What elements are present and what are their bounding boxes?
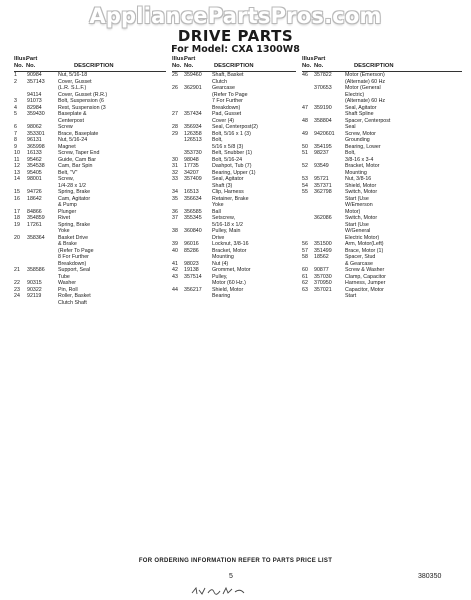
part-description: Centerpost bbox=[58, 117, 84, 124]
illus-number: 39 bbox=[172, 241, 178, 247]
part-number: 9420601 bbox=[314, 130, 335, 137]
part-description: Dashpot, Tub (7) bbox=[212, 163, 252, 169]
illus-number: 36 bbox=[172, 208, 178, 215]
part-number: 355345 bbox=[184, 215, 202, 221]
part-row bbox=[172, 85, 296, 111]
column-header bbox=[172, 52, 296, 72]
part-description: Cover, Gusset (R.R.) bbox=[58, 91, 108, 98]
part-description: Harness, Jumper bbox=[345, 280, 386, 286]
part-row bbox=[302, 105, 462, 118]
part-description: Locknut, 3/8-16 bbox=[212, 241, 249, 247]
part-row bbox=[172, 228, 296, 241]
part-number: 85286 bbox=[184, 247, 199, 254]
part-description: Brace, Baseplate bbox=[58, 130, 99, 137]
part-description: Nut, 3/8-16 bbox=[345, 176, 372, 182]
part-description: 5/16-18 x 1/2 bbox=[212, 221, 243, 228]
part-row bbox=[14, 176, 166, 189]
part-description: Start (Use bbox=[345, 221, 369, 228]
part-number: 17735 bbox=[184, 163, 199, 169]
part-number: 356934 bbox=[184, 124, 202, 130]
part-description: (Alternate) 60 Hz bbox=[345, 78, 386, 85]
part-number: 19138 bbox=[184, 267, 199, 273]
illus-number: 11 bbox=[14, 156, 20, 163]
part-description: Pin, Roll bbox=[58, 286, 78, 293]
part-description: Support, Seal bbox=[58, 267, 91, 273]
part-description: Bolt, 5/16 x 1 (3) bbox=[212, 130, 251, 137]
part-description: Baseplate & bbox=[58, 111, 87, 117]
part-number: 357021 bbox=[314, 286, 332, 293]
column-header bbox=[302, 52, 462, 72]
part-description: Nut, 5/16-24 bbox=[58, 137, 88, 143]
part-description: Breakdown) bbox=[58, 260, 87, 267]
part-description: Nut (4) bbox=[212, 260, 229, 267]
part-number: 365998 bbox=[27, 143, 45, 150]
part-description: Seal, Agitator bbox=[212, 176, 244, 182]
part-row bbox=[14, 222, 166, 235]
illus-number: 13 bbox=[14, 169, 20, 176]
part-description: Start bbox=[345, 293, 357, 299]
parts-column-2 bbox=[172, 52, 296, 300]
illus-number: 31 bbox=[172, 163, 178, 169]
illus-number: 61 bbox=[302, 273, 308, 280]
part-number: 359430 bbox=[27, 111, 45, 117]
part-description: Shaft Spline bbox=[345, 111, 374, 117]
part-description: Motor (General bbox=[345, 85, 381, 91]
ordering-note: FOR ORDERING INFORMATION REFER TO PARTS PRICE LIST bbox=[138, 558, 333, 564]
part-description: (Refer To Page bbox=[212, 91, 248, 98]
part-number: 370653 bbox=[314, 85, 332, 91]
part-description: Clutch Shaft bbox=[58, 299, 87, 306]
part-description: Bolt, 5/16-24 bbox=[212, 156, 243, 163]
part-row bbox=[172, 176, 296, 189]
part-number: 360840 bbox=[184, 228, 202, 234]
part-description: Brace, Motor (1) bbox=[345, 247, 384, 254]
part-number: 91073 bbox=[27, 98, 42, 104]
part-description: Bolt, bbox=[345, 150, 356, 156]
illus-number: 12 bbox=[14, 163, 20, 169]
illus-number: 44 bbox=[172, 286, 178, 293]
part-description: Belt, "V" bbox=[58, 169, 78, 176]
part-description: Bearing, Lower bbox=[345, 143, 381, 150]
part-description: Washer bbox=[58, 280, 77, 286]
illus-number: 46 bbox=[302, 72, 308, 78]
part-description: Grommet, Motor bbox=[212, 267, 251, 273]
part-description: Screw bbox=[58, 124, 73, 130]
header-part: Part No. bbox=[26, 56, 38, 69]
model-subtitle: For Model: CXA 1300W8 bbox=[171, 44, 300, 55]
part-number: 96016 bbox=[184, 241, 199, 247]
part-row bbox=[14, 196, 166, 209]
illus-number: 16 bbox=[14, 195, 20, 202]
illus-number: 60 bbox=[302, 267, 308, 273]
part-description: Cover, Gusset bbox=[58, 78, 92, 85]
illus-number: 40 bbox=[172, 247, 178, 254]
part-number: 351499 bbox=[314, 247, 332, 254]
part-description: Arm, Motor(Left) bbox=[345, 241, 384, 247]
illus-number: 43 bbox=[172, 273, 178, 280]
part-row bbox=[172, 72, 296, 85]
part-number: 17261 bbox=[27, 221, 42, 228]
illus-number: 6 bbox=[14, 124, 17, 130]
part-description: & Brake bbox=[58, 241, 77, 247]
part-description: Seal bbox=[345, 124, 356, 130]
part-description: 1/4-28 x 1/2 bbox=[58, 182, 86, 189]
part-number: 357030 bbox=[314, 273, 332, 280]
illus-number: 35 bbox=[172, 195, 178, 202]
illus-number: 48 bbox=[302, 117, 308, 124]
illus-number: 14 bbox=[14, 176, 20, 182]
illus-number: 42 bbox=[172, 267, 178, 273]
header-illus: Illus. No. bbox=[172, 56, 186, 69]
part-description: W/General bbox=[345, 228, 371, 234]
part-description: Spring, Brake bbox=[58, 189, 91, 195]
part-row bbox=[302, 72, 462, 85]
part-number: 98001 bbox=[27, 176, 42, 182]
part-description: Cover (4) bbox=[212, 117, 235, 124]
part-description: Motor (60 Hz.) bbox=[212, 280, 246, 286]
part-description: 3/8-16 x 3-4 bbox=[345, 156, 374, 163]
part-description: Screw, Taper End bbox=[58, 150, 100, 156]
part-description: Shield, Motor bbox=[345, 182, 377, 189]
part-number: 356217 bbox=[184, 286, 202, 293]
illus-number: 33 bbox=[172, 176, 178, 182]
part-row bbox=[172, 137, 296, 150]
part-description: Yoke bbox=[212, 202, 224, 208]
part-description: Shield, Motor bbox=[212, 286, 244, 293]
part-description: Start (Use bbox=[345, 195, 369, 202]
illus-number: 17 bbox=[14, 208, 20, 215]
part-row bbox=[172, 248, 296, 261]
part-number: 357434 bbox=[184, 111, 202, 117]
illus-number: 28 bbox=[172, 124, 178, 130]
illus-number: 25 bbox=[172, 72, 178, 78]
part-number: 357822 bbox=[314, 72, 332, 78]
part-description: Pad, Gusset bbox=[212, 111, 242, 117]
part-number: 16133 bbox=[27, 150, 42, 156]
part-description: Motor) bbox=[345, 208, 361, 215]
part-description: Clutch bbox=[212, 78, 228, 85]
part-number: 351500 bbox=[314, 241, 332, 247]
illus-number: 50 bbox=[302, 143, 308, 150]
part-description: Cam, Bar Spin bbox=[58, 163, 93, 169]
illus-number: 49 bbox=[302, 130, 308, 137]
part-description: 7 For Further bbox=[212, 98, 243, 104]
illus-number: 37 bbox=[172, 215, 178, 221]
part-number: 362798 bbox=[314, 189, 332, 195]
header-description: DESCRIPTION bbox=[214, 62, 254, 69]
illus-number: 34 bbox=[172, 189, 178, 195]
part-description: 5/16 x 5/8 (3) bbox=[212, 143, 244, 150]
part-description: Rivet bbox=[58, 215, 71, 221]
document-number: 380350 bbox=[418, 573, 442, 580]
part-row bbox=[302, 85, 462, 105]
part-row bbox=[14, 293, 166, 306]
illus-number: 56 bbox=[302, 241, 308, 247]
part-row bbox=[302, 189, 462, 215]
parts-column-1 bbox=[14, 52, 166, 306]
part-number: 362086 bbox=[314, 215, 332, 221]
illus-number: 2 bbox=[14, 78, 17, 85]
part-description: Pulley, bbox=[212, 273, 228, 280]
part-row bbox=[302, 287, 462, 300]
part-number: 98048 bbox=[184, 156, 199, 163]
parts-column-3 bbox=[302, 52, 462, 300]
part-description: Belt, Snubber (1) bbox=[212, 150, 253, 156]
illus-number: 63 bbox=[302, 286, 308, 293]
illus-number: 27 bbox=[172, 111, 178, 117]
illus-number: 53 bbox=[302, 176, 308, 182]
header-illus: Illus. No. bbox=[302, 56, 316, 69]
part-number: 18642 bbox=[27, 195, 42, 202]
header-description: DESCRIPTION bbox=[74, 62, 114, 69]
part-description: Yoke bbox=[58, 228, 70, 234]
illus-number: 52 bbox=[302, 163, 308, 169]
header-part: Part No. bbox=[314, 56, 326, 69]
header-description: DESCRIPTION bbox=[354, 62, 394, 69]
illus-number: 41 bbox=[172, 260, 178, 267]
illus-number: 7 bbox=[14, 130, 17, 137]
part-description: (L.R. S.L.F.) bbox=[58, 85, 87, 91]
part-description: Bracket, Motor bbox=[212, 247, 247, 254]
part-description: Clip, Harness bbox=[212, 189, 244, 195]
part-number: 90315 bbox=[27, 280, 42, 286]
illus-number: 9 bbox=[14, 143, 17, 150]
part-number: 353730 bbox=[184, 150, 202, 156]
part-description: Bracket, Motor bbox=[345, 163, 380, 169]
part-row bbox=[172, 111, 296, 124]
illus-number: 4 bbox=[14, 104, 17, 111]
part-description: Electric) bbox=[345, 91, 365, 98]
part-description: Drive bbox=[212, 234, 225, 241]
part-description: Mounting bbox=[345, 169, 367, 176]
illus-number: 21 bbox=[14, 267, 20, 273]
part-description: Clamp, Capacitor bbox=[345, 273, 386, 280]
illus-number: 58 bbox=[302, 254, 308, 260]
part-description: Spacer, Centerpost bbox=[345, 117, 391, 124]
part-number: 84866 bbox=[27, 208, 42, 215]
part-description: Gearcase bbox=[212, 85, 235, 91]
page-title: DRIVE PARTS bbox=[177, 27, 294, 45]
part-description: & Pump bbox=[58, 202, 77, 208]
header-illus: Illus. No. bbox=[14, 56, 28, 69]
part-description: Retainer, Brake bbox=[212, 195, 249, 202]
part-row bbox=[302, 163, 462, 176]
part-description: Spacer, Stud bbox=[345, 254, 376, 260]
part-row bbox=[302, 131, 462, 144]
part-description: Nut, 5/16-18 bbox=[58, 72, 88, 78]
header-part: Part No. bbox=[184, 56, 196, 69]
illus-number: 30 bbox=[172, 156, 178, 163]
part-number: 98062 bbox=[27, 124, 42, 130]
part-row bbox=[14, 111, 166, 124]
part-number: 34207 bbox=[184, 169, 199, 176]
illus-number: 19 bbox=[14, 221, 20, 228]
part-number: 90984 bbox=[27, 72, 42, 78]
illus-number: 15 bbox=[14, 189, 20, 195]
part-description: Spring, Brake bbox=[58, 221, 91, 228]
illus-number: 5 bbox=[14, 111, 17, 117]
handwritten-signature bbox=[190, 585, 250, 597]
part-number: 356585 bbox=[184, 208, 202, 215]
part-description: Bearing bbox=[212, 293, 231, 299]
part-description: Motor (Emerson) bbox=[345, 72, 385, 78]
illus-number: 38 bbox=[172, 228, 178, 234]
part-description: Switch, Motor bbox=[345, 189, 378, 195]
part-description: Plunger bbox=[58, 208, 77, 215]
part-number: 90877 bbox=[314, 267, 329, 273]
part-number: 95405 bbox=[27, 169, 42, 176]
watermark: AppliancePartsPros.com bbox=[89, 4, 382, 28]
illus-number: 18 bbox=[14, 215, 20, 221]
part-number: 370950 bbox=[314, 280, 332, 286]
part-number: 362901 bbox=[184, 85, 202, 91]
part-row bbox=[302, 118, 462, 131]
part-description: Breakdown) bbox=[212, 104, 241, 111]
illus-number: 10 bbox=[14, 150, 20, 156]
part-description: & Gearcase bbox=[345, 260, 373, 267]
illus-number: 57 bbox=[302, 247, 308, 254]
part-description: Magnet bbox=[58, 143, 76, 150]
illus-number: 23 bbox=[14, 286, 20, 293]
part-description: Seal, Centerpost(2) bbox=[212, 124, 258, 130]
part-number: 358586 bbox=[27, 267, 45, 273]
part-description: Bearing, Upper (1) bbox=[212, 169, 256, 176]
part-number: 95462 bbox=[27, 156, 42, 163]
part-description: Shaft (3) bbox=[212, 182, 233, 189]
part-description: (Refer To Page bbox=[58, 247, 94, 254]
part-number: 357143 bbox=[27, 78, 45, 85]
part-number: 126358 bbox=[184, 130, 202, 137]
part-row bbox=[172, 215, 296, 228]
illus-number: 32 bbox=[172, 169, 178, 176]
part-number: 126513 bbox=[184, 137, 202, 143]
illus-number: 26 bbox=[172, 85, 178, 91]
part-number: 94726 bbox=[27, 189, 42, 195]
part-description: Basket Drive bbox=[58, 234, 89, 241]
part-number: 354538 bbox=[27, 163, 45, 169]
part-number: 95721 bbox=[314, 176, 329, 182]
part-number: 18562 bbox=[314, 254, 329, 260]
part-description: Seal, Agitator bbox=[345, 104, 377, 111]
part-number: 98237 bbox=[314, 150, 329, 156]
part-description: Tube bbox=[58, 273, 70, 280]
part-number: 353301 bbox=[27, 130, 45, 137]
part-row bbox=[14, 267, 166, 280]
illus-number: 51 bbox=[302, 150, 308, 156]
part-number: 354195 bbox=[314, 143, 332, 150]
part-number: 96131 bbox=[27, 137, 42, 143]
part-description: Screw, bbox=[58, 176, 74, 182]
illus-number: 62 bbox=[302, 280, 308, 286]
part-number: 98023 bbox=[184, 260, 199, 267]
part-number: 359460 bbox=[184, 72, 202, 78]
part-description: Cam, Agitator bbox=[58, 195, 91, 202]
part-description: Guide, Cam Bar bbox=[58, 156, 96, 163]
illus-number: 1 bbox=[14, 72, 17, 78]
part-row bbox=[172, 274, 296, 287]
part-row bbox=[172, 287, 296, 300]
part-description: Grounding bbox=[345, 137, 370, 143]
part-description: W/Emerson bbox=[345, 202, 373, 208]
part-row bbox=[302, 254, 462, 267]
illus-number: 55 bbox=[302, 189, 308, 195]
part-description: Screw & Washer bbox=[345, 267, 385, 273]
part-row bbox=[302, 215, 462, 241]
part-number: 354859 bbox=[27, 215, 45, 221]
part-description: Capacitor, Motor bbox=[345, 286, 384, 293]
part-number: 82984 bbox=[27, 104, 42, 111]
part-description: Roller, Basket bbox=[58, 293, 91, 299]
part-number: 357409 bbox=[184, 176, 202, 182]
part-number: 359190 bbox=[314, 104, 332, 111]
part-number: 358804 bbox=[314, 117, 332, 124]
part-number: 16513 bbox=[184, 189, 199, 195]
part-description: Switch, Motor bbox=[345, 215, 378, 221]
part-description: Setscrew, bbox=[212, 215, 235, 221]
part-row bbox=[172, 196, 296, 209]
illus-number: 8 bbox=[14, 137, 17, 143]
part-number: 357514 bbox=[184, 273, 202, 280]
part-description: Mounting bbox=[212, 254, 234, 260]
part-number: 356634 bbox=[184, 195, 202, 202]
illus-number: 3 bbox=[14, 98, 17, 104]
part-description: (Alternate) 60 Hz bbox=[345, 98, 386, 104]
part-description: Pulley, Main bbox=[212, 228, 241, 234]
illus-number: 54 bbox=[302, 182, 308, 189]
part-number: 94114 bbox=[27, 91, 42, 98]
illus-number: 20 bbox=[14, 234, 20, 241]
part-description: Rest, Suspension (3 bbox=[58, 104, 106, 111]
part-description: Electric Motor) bbox=[345, 234, 380, 241]
column-header bbox=[14, 52, 166, 72]
part-row bbox=[14, 79, 166, 92]
part-description: Screw, Motor bbox=[345, 130, 376, 137]
illus-number: 22 bbox=[14, 280, 20, 286]
part-number: 357371 bbox=[314, 182, 332, 189]
part-description: Bolt, Suspension (6 bbox=[58, 98, 104, 104]
part-row bbox=[14, 235, 166, 268]
illus-number: 24 bbox=[14, 293, 20, 299]
part-description: 8 For Further bbox=[58, 254, 89, 260]
part-description: Shaft, Basket bbox=[212, 72, 244, 78]
part-number: 90322 bbox=[27, 286, 42, 293]
part-number: 92119 bbox=[27, 293, 42, 299]
part-number: 358364 bbox=[27, 234, 45, 241]
part-number: 93549 bbox=[314, 163, 329, 169]
page-number: 5 bbox=[229, 573, 233, 580]
part-description: Bolt, bbox=[212, 137, 223, 143]
illus-number: 29 bbox=[172, 130, 178, 137]
illus-number: 47 bbox=[302, 104, 308, 111]
part-description: Ball bbox=[212, 208, 221, 215]
part-row bbox=[302, 150, 462, 163]
